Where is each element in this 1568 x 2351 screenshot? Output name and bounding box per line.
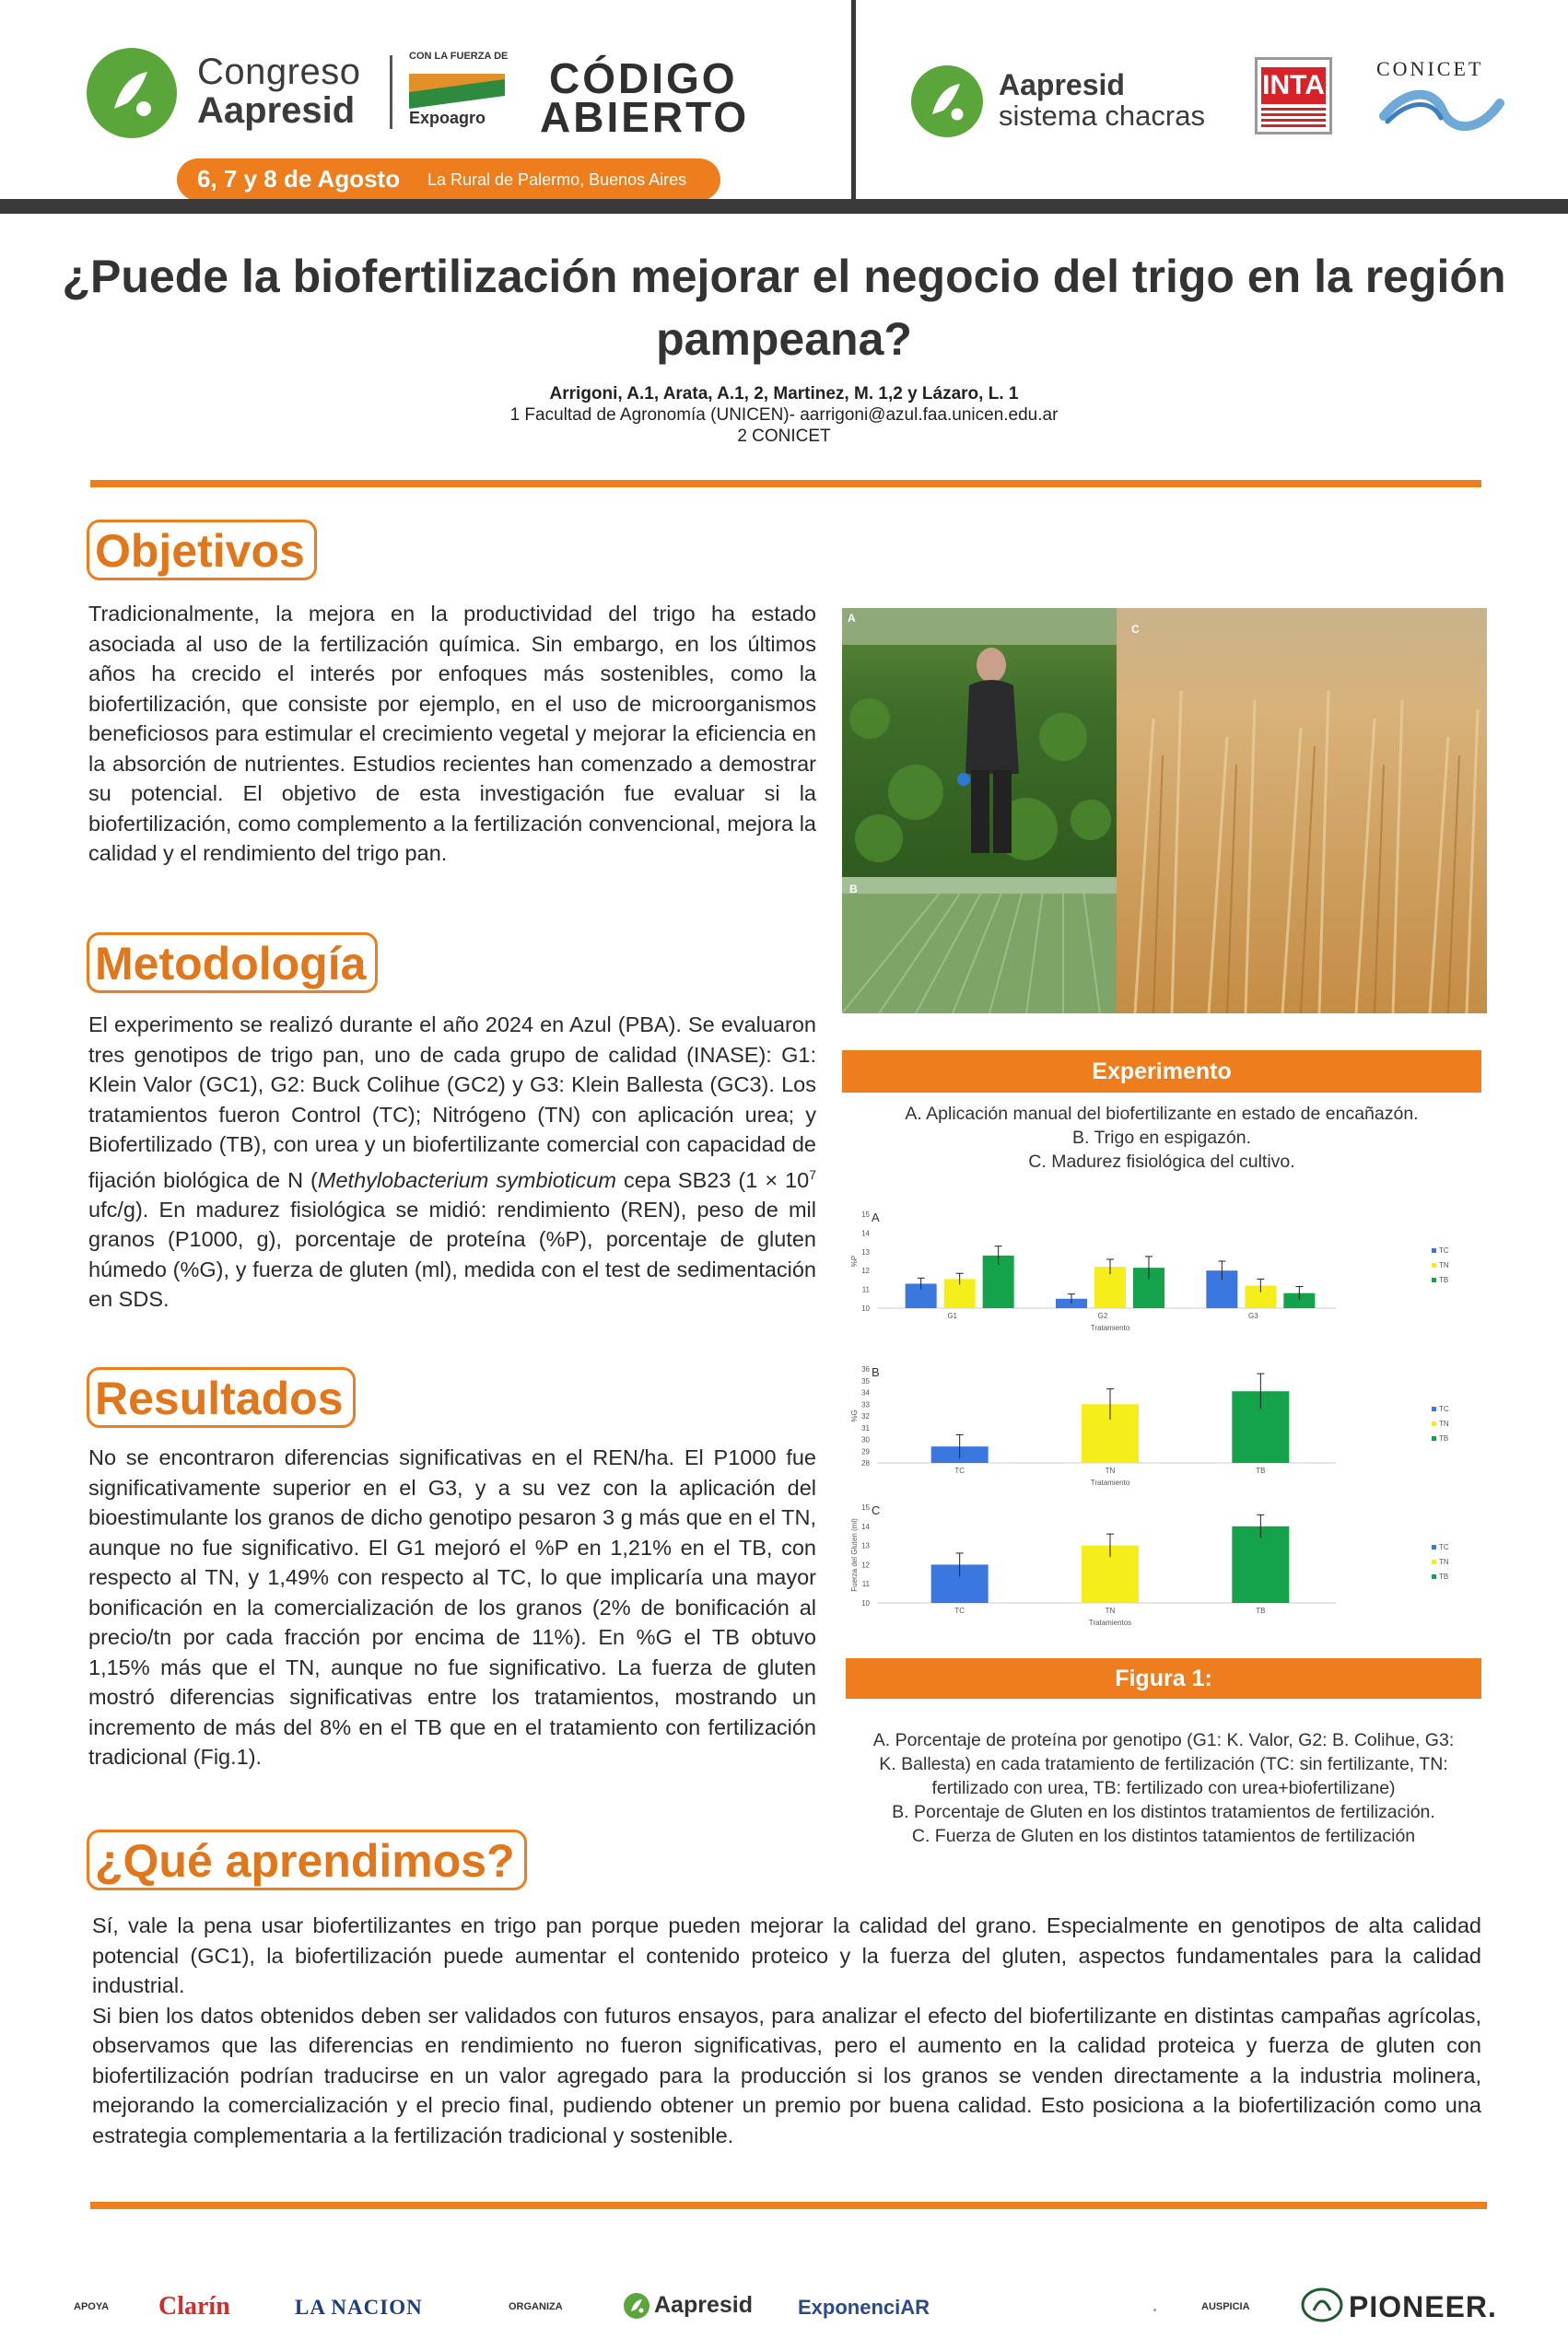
pioneer-emblem-icon bbox=[1301, 2287, 1343, 2323]
chart-a-protein bbox=[848, 1198, 1483, 1341]
photo-c-label: C bbox=[1131, 623, 1140, 636]
header-dark-band bbox=[0, 199, 1568, 214]
codigo-label: CÓDIGO bbox=[549, 54, 738, 102]
species-name: Methylobacterium symbioticum bbox=[317, 1167, 616, 1192]
y-tick-label: 36 bbox=[861, 1365, 870, 1374]
x-tick-label: TC bbox=[954, 1467, 965, 1475]
photo-b-label: B bbox=[849, 883, 858, 895]
x-tick-label: TB bbox=[1256, 1467, 1266, 1475]
y-tick-label: 35 bbox=[861, 1376, 870, 1386]
x-tick-label: G3 bbox=[1247, 1312, 1258, 1320]
x-tick-label: TN bbox=[1105, 1467, 1116, 1475]
exponenciar-logo: ExponenciAR bbox=[798, 2296, 930, 2319]
aprendimos-paragraph-1: Sí, vale la pena usar biofertilizantes en trigo pan porque pueden mejorar la calidad del grano. Especialmente en genotipos de alta calidad potencial (GC1), la biofertilización puede aumentar el contenido proteico y la fuerza del gluten, aspectos fundamentales para la calidad industrial. bbox=[92, 1913, 1481, 1997]
expoagro-flag-icon bbox=[409, 74, 505, 109]
date-label: 6, 7 y 8 de Agosto bbox=[197, 165, 401, 193]
y-tick-label: 15 bbox=[861, 1211, 870, 1219]
legend-swatch bbox=[1432, 1574, 1436, 1579]
legend-label: TC bbox=[1439, 1246, 1449, 1255]
legend-label: TN bbox=[1439, 1558, 1449, 1566]
y-tick-label: 12 bbox=[861, 1561, 870, 1570]
photo-a-field-application bbox=[842, 608, 1117, 877]
x-tick-label: G2 bbox=[1097, 1312, 1108, 1320]
figura-caption-3: C. Fuerza de Gluten en los distintos tatamientos de fertilización bbox=[911, 1826, 1416, 1846]
y-tick-label: 12 bbox=[861, 1267, 870, 1276]
legend-label: TB bbox=[1439, 1276, 1449, 1284]
resultados-text: No se encontraron diferencias significativas en el REN/ha. El P1000 fue significativamente superior en el G3, y a su vez con la aplicación del bioestimulante los granos de dicho genotipo pesaron 3 g más que en el TN, aunque no fue significativo. El G1 mejoró el %P en 1,21% en el TB, con respecto al TN, y 1,49% con respecto al TC, lo que implicaría una mayor bonificación en la comercialización de los granos (2% de bonificación al precio/tn por cada fracción por encima de 11%). En %G el TB obtuvo 1,15% más que el TN, aunque no fue significativo. La fuerza de gluten mostró diferencias significativas entre los tratamientos, mostrando un incremento de más del 8% en el TB que en el tratamiento con fertilización tradicional (Fig.1). bbox=[88, 1445, 816, 1769]
figura-caption bbox=[846, 1728, 1481, 1848]
experimento-heading: Experimento bbox=[842, 1050, 1481, 1093]
legend-swatch bbox=[1432, 1560, 1436, 1564]
y-tick-label: 14 bbox=[861, 1522, 870, 1531]
header-vertical-divider bbox=[851, 0, 856, 199]
legend-label: TB bbox=[1439, 1434, 1449, 1443]
aprendimos-heading: ¿Qué aprendimos? bbox=[87, 1830, 527, 1890]
y-tick-label: 30 bbox=[861, 1435, 870, 1445]
small-dot bbox=[1153, 2309, 1156, 2311]
y-tick-label: 33 bbox=[861, 1400, 870, 1409]
photo-a-label: A bbox=[848, 612, 856, 625]
conicet-wave-icon bbox=[1378, 85, 1505, 136]
apoya-label: APOYA bbox=[74, 2301, 110, 2312]
legend-label: TC bbox=[1439, 1543, 1449, 1551]
y-tick-label: 14 bbox=[861, 1229, 870, 1238]
legend-label: TB bbox=[1439, 1573, 1449, 1581]
figura-heading: Figura 1: bbox=[846, 1658, 1481, 1699]
y-tick-label: 29 bbox=[861, 1447, 870, 1456]
metodologia-text-a: El experimento se realizó durante el año 2024 en Azul (PBA). Se evaluaron tres genotipos de trigo pan, uno de cada grupo de calidad (INASE): G1: Klein Valor (GC1), G2: Buck Colihue (GC2) y G3: Klein Ballesta (GC3). Los tratamientos fueron Control (TC); Nitrógeno (TN) con aplicación urea; y Biofertilizado (TB), con urea y un biofertilizante comercial con capacidad de fijación biológica de N ( bbox=[88, 1012, 816, 1192]
pioneer-logo: PIONEER. bbox=[1349, 2290, 1497, 2323]
lanacion-logo: LA NACION bbox=[295, 2296, 423, 2319]
x-tick-label: TN bbox=[1105, 1607, 1116, 1615]
objetivos-heading: Objetivos bbox=[87, 520, 317, 580]
figura-caption-1: A. Porcentaje de proteína por genotipo (G1: K. Valor, G2: B. Colihue, G3: K. Ballesta) en cada tratamiento de fertilización (TC: sin fertilizante, TN: fertilizado con urea, TB: fertilizado con urea+biofertilizane) bbox=[872, 1730, 1455, 1798]
y-tick-label: 11 bbox=[861, 1285, 870, 1294]
legend-label: TN bbox=[1439, 1261, 1449, 1269]
affiliation-2: 2 CONICET bbox=[737, 427, 831, 446]
metodologia-text-b: cepa SB23 (1 × 10 bbox=[615, 1167, 810, 1192]
congreso-line1: Congreso bbox=[197, 52, 361, 92]
con-la-fuerza-label: CON LA FUERZA DE bbox=[409, 51, 509, 62]
affiliation-1: 1 Facultad de Agronomía (UNICEN)- aarrigoni@azul.faa.unicen.edu.ar bbox=[509, 405, 1059, 425]
experimento-line-3: C. Madurez fisiológica del cultivo. bbox=[1028, 1152, 1295, 1172]
sponsors-footer bbox=[0, 2259, 1568, 2351]
header-divider bbox=[390, 55, 392, 129]
y-tick-label: 11 bbox=[861, 1580, 870, 1589]
y-tick-label: 13 bbox=[861, 1541, 870, 1550]
authors-block bbox=[55, 383, 1513, 447]
x-axis-label: Tratamiento bbox=[1090, 1324, 1130, 1332]
venue-label: La Rural de Palermo, Buenos Aires bbox=[427, 170, 687, 189]
y-tick-label: 32 bbox=[861, 1412, 870, 1421]
y-axis-label: %G bbox=[850, 1409, 859, 1422]
experimento-line-1: A. Aplicación manual del biofertilizante en estado de encañazón. bbox=[905, 1104, 1419, 1124]
aprendimos-paragraph-2: Si bien los datos obtenidos deben ser validados con futuros ensayos, para analizar el efecto del biofertilizante en distintas campañas agrícolas, observamos que las diferencias en rendimiento no fueron significativas, pero el aumento en la calidad proteica y fuerza de gluten con biofertilización podrían traducirse en un valor agregado para la producción si los granos se venden directamente a la industria molinera, mejorando la comercialización y el precio final, pudiendo obtener un premio por buena calidad. Esto posiciona a la biofertilización como una estrategia complementaria a la fertilización tradicional y sostenible. bbox=[92, 2003, 1481, 2147]
resultados-heading: Resultados bbox=[87, 1367, 356, 1428]
inta-label: INTA bbox=[1261, 67, 1326, 104]
figura-caption-2: B. Porcentaje de Gluten en los distintos tratamientos de fertilización. bbox=[892, 1802, 1435, 1822]
y-tick-label: 15 bbox=[861, 1503, 870, 1512]
y-tick-label: 10 bbox=[861, 1304, 870, 1313]
photo-c-wheat-maturity bbox=[1117, 608, 1487, 1013]
legend-swatch bbox=[1432, 1278, 1436, 1282]
expoagro-label: Expoagro bbox=[409, 109, 486, 127]
sistema-chacras-logo-icon bbox=[910, 64, 984, 138]
clarin-logo: Clarín bbox=[158, 2292, 230, 2321]
congreso-line2: Aapresid bbox=[197, 90, 356, 131]
chart-panel-label: B bbox=[872, 1365, 880, 1379]
header bbox=[0, 0, 1568, 214]
chart-c-svg bbox=[848, 1500, 1483, 1638]
chart-a-svg bbox=[848, 1198, 1483, 1341]
legend-label: TC bbox=[1439, 1405, 1449, 1413]
orange-rule-top bbox=[90, 480, 1481, 487]
legend-swatch bbox=[1432, 1421, 1436, 1426]
x-tick-label: G1 bbox=[947, 1312, 958, 1320]
chart-b-gluten-percent bbox=[848, 1358, 1483, 1496]
x-tick-label: TB bbox=[1256, 1607, 1266, 1615]
x-axis-label: Tratamientos bbox=[1088, 1619, 1132, 1627]
aprendimos-text bbox=[92, 1911, 1481, 2150]
y-axis-label: %P bbox=[850, 1255, 859, 1268]
exponent: 7 bbox=[809, 1166, 816, 1182]
y-tick-label: 13 bbox=[861, 1247, 870, 1257]
poster-title: ¿Puede la biofertilización mejorar el negocio del trigo en la región pampeana? bbox=[62, 251, 1506, 365]
conicet-label: CONICET bbox=[1376, 57, 1484, 80]
objetivos-text: Tradicionalmente, la mejora en la productividad del trigo ha estado asociada al uso de la fertilización química. Sin embargo, en los últimos años ha crecido el interés por enfoques más sostenibles, como la biofertilización, que consiste por ejemplo, en el uso de microorganismos beneficiosos para estimular el crecimiento vegetal y mejorar la eficiencia en la absorción de nutrientes. Estudios recientes han comenzado a demostrar su potencial. El objetivo de esta investigación fue evaluar si la biofertilización, como complemento a la fertilización convencional, mejora la calidad y el rendimiento del trigo pan. bbox=[88, 602, 816, 865]
experimento-caption bbox=[842, 1102, 1481, 1174]
legend-swatch bbox=[1432, 1407, 1436, 1411]
aapresid-leaf-logo-icon bbox=[87, 48, 177, 138]
x-axis-label: Tratamiento bbox=[1090, 1479, 1130, 1487]
chart-c-gluten-strength bbox=[848, 1500, 1483, 1638]
y-tick-label: 31 bbox=[861, 1423, 870, 1433]
abierto-label: ABIERTO bbox=[540, 93, 750, 141]
footer-aapresid-logo-icon bbox=[623, 2292, 650, 2320]
legend-swatch bbox=[1432, 1545, 1436, 1550]
authors-names: Arrigoni, A.1, Arata, A.1, 2, Martinez, M. 1,2 y Lázaro, L. 1 bbox=[549, 384, 1019, 404]
metodologia-heading: Metodología bbox=[87, 932, 378, 993]
legend-swatch bbox=[1432, 1436, 1436, 1441]
legend-swatch bbox=[1432, 1248, 1436, 1253]
metodologia-text bbox=[88, 1010, 816, 1315]
sistema-line2: sistema chacras bbox=[999, 99, 1205, 132]
y-axis-label: Fuerza del Gluten (ml) bbox=[850, 1518, 859, 1592]
organiza-label: ORGANIZA bbox=[509, 2301, 563, 2312]
auspicia-label: AUSPICIA bbox=[1201, 2301, 1250, 2312]
experimento-line-2: B. Trigo en espigazón. bbox=[1071, 1128, 1252, 1148]
chart-panel-label: A bbox=[872, 1211, 880, 1224]
inta-logo bbox=[1255, 57, 1332, 135]
chart-panel-label: C bbox=[872, 1503, 881, 1517]
y-tick-label: 34 bbox=[861, 1388, 870, 1398]
bar bbox=[1232, 1526, 1289, 1603]
photo-b-wheat-heading bbox=[842, 877, 1117, 1013]
footer-aapresid-label: Aapresid bbox=[654, 2292, 753, 2318]
legend-label: TN bbox=[1439, 1420, 1449, 1428]
orange-rule-bottom bbox=[90, 2202, 1487, 2209]
x-tick-label: TC bbox=[954, 1607, 965, 1615]
y-tick-label: 28 bbox=[861, 1459, 870, 1468]
chart-b-svg bbox=[848, 1358, 1483, 1496]
date-pill bbox=[177, 158, 720, 201]
legend-swatch bbox=[1432, 1263, 1436, 1268]
metodologia-text-c: ufc/g). En madurez fisiológica se midió: rendimiento (REN), peso de mil granos (P1000, g), porcentaje de proteína (%P), porcentaje de gluten húmedo (%G), y fuerza de gluten (ml), medida con el test de sedimentación en SDS. bbox=[88, 1197, 816, 1312]
sistema-line1: Aapresid bbox=[999, 68, 1125, 101]
y-tick-label: 10 bbox=[861, 1599, 870, 1608]
